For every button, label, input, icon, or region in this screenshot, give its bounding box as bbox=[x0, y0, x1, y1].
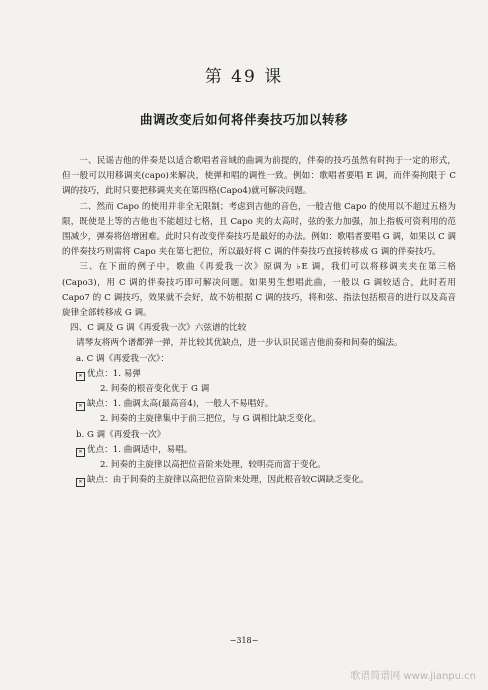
lesson-heading: 第 49 课 bbox=[204, 67, 284, 87]
comparison-line bbox=[62, 412, 456, 427]
comparison-text: 2. 间奏的主旋律以高把位音阶来处理，较明亮而富于变化。 bbox=[100, 460, 326, 471]
comparison-line bbox=[62, 397, 456, 412]
paragraph-3: 三、在下面的例子中，歌曲《再爱我一次》原调为 ♭E 调，我们可以将移调夹夹在第三格(Capo3)，用 C 调的伴奏技巧即可解决问题。如果男生想唱此曲，一般以 G 调较适合，此时若用 Capo7 的 C 调技巧，效果就不会好，故不妨根据 C 调的技巧，将和弦、指法包括根音的进行以及高音旋律全部转移成 G 调。 bbox=[62, 262, 456, 319]
comparison-line bbox=[62, 352, 456, 367]
page-title: 曲调改变后如何将伴奏技巧加以转移 bbox=[139, 112, 348, 127]
comparison-line bbox=[62, 458, 456, 473]
comparison-text: b. G 调《再爱我一次》 bbox=[76, 429, 166, 440]
comparison-text: 2. 间奏的主旋律集中于前三把位，与 G 调相比缺乏变化。 bbox=[100, 414, 321, 425]
page-number: −318− bbox=[229, 636, 259, 645]
paragraph-2: 二、然而 Capo 的使用并非全无限制；考虑到吉他的音色，一般吉他 Capo 的使用以不超过五格为限，既使是上等的吉他也不能超过七格，且 Capo 夹的太高时，弦的张力加强，加上指板可资利用的范围减少，弹奏将倍增困难。此时只有改变伴奏技巧是最好的办法。例如：歌唱者要唱 G 调，如果以 C 调的伴奏技巧则需将 Capo 夹在第七把位，所以最好将 C 调的伴奏技巧直接转移成 G 调的伴奏技巧。 bbox=[62, 201, 456, 258]
comparison-line bbox=[62, 473, 456, 488]
comparison-text: 缺点：由于间奏的主旋律以高把位音阶来处理，因此根音较C调缺乏变化。 bbox=[87, 475, 369, 486]
checkbox-mark-icon: ✕ bbox=[76, 448, 85, 457]
comparison-text: 优点：1. 曲调适中，易唱。 bbox=[87, 444, 193, 455]
comparison-text: 缺点：1. 曲调太高(最高音4̇)，一般人不易唱好。 bbox=[87, 399, 274, 410]
section-four-heading: 四、C 调及 G 调《再爱我一次》六弦谱的比较 bbox=[70, 323, 247, 334]
intro-line: 请琴友将两个谱都弹一弹，并比较其优缺点，进一步认识民谣吉他前奏和间奏的编法。 bbox=[76, 338, 403, 349]
comparison-text: a. C 调《再爱我一次》： bbox=[76, 353, 169, 364]
comparison-list bbox=[62, 352, 456, 489]
comparison-line bbox=[62, 443, 456, 458]
checkbox-mark-icon: ✕ bbox=[76, 478, 85, 487]
comparison-line bbox=[62, 367, 456, 382]
paragraph-1: 一、民谣吉他的伴奏是以适合歌唱者音域的曲调为前提的，伴奏的技巧虽然有时拘于一定的形式，但一般可以用移调夹(capo)来解决，使弹和唱的调性一致。例如：歌唱者要唱 E 调，而伴奏拘限于 C 调的技巧，此时只要把移调夹夹在第四格(Capo4)就可解决问题。 bbox=[62, 156, 456, 197]
comparison-text: 优点：1. 易弹 bbox=[87, 368, 141, 379]
checkbox-mark-icon: ✕ bbox=[76, 402, 85, 411]
document-body bbox=[62, 154, 456, 488]
watermark: 歌谱简谱网 www.jianpu.cn bbox=[350, 671, 476, 682]
checkbox-mark-icon: ✕ bbox=[76, 372, 85, 381]
comparison-line bbox=[62, 428, 456, 443]
comparison-line bbox=[62, 382, 456, 397]
comparison-text: 2. 间奏的根音变化优于 G 调 bbox=[100, 384, 210, 395]
